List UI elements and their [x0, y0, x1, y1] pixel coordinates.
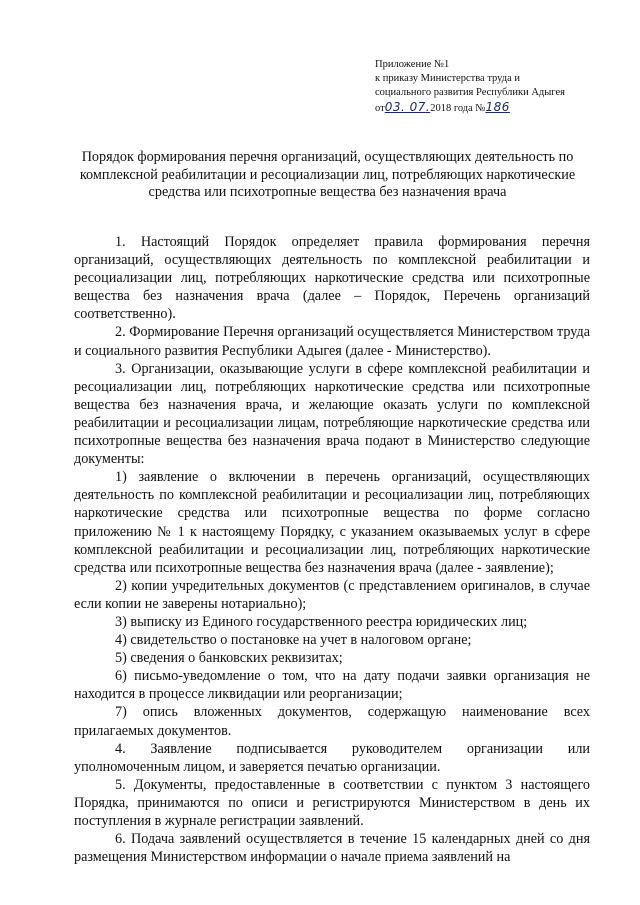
paragraph: 5) сведения о банковских реквизитах;: [115, 650, 343, 667]
paragraph: 1. Настоящий Порядок определяет правила формирования перечня организаций, осуществляющих деятельность по комплексной реабилитации и ресоциализации лиц, потребляющих наркотические средства или психотропные вещества без назначения врача (далее – Порядок, Перечень организаций соответственно).: [74, 234, 590, 323]
paragraph: 5. Документы, предоставленные в соответствии с пунктом 3 настоящего Порядка, принимаются по описи и регистрируются Министерством в день их поступления в журнале регистрации заявлений.: [74, 776, 590, 829]
paragraph: 2) копии учредительных документов (с представлением оригиналов, в случае если копии не заверены нотариально);: [74, 577, 590, 612]
document-body: [74, 233, 590, 866]
paragraph: 7) опись вложенных документов, содержащую наименование всех прилагаемых документов.: [74, 704, 590, 739]
paragraph: 2. Формирование Перечня организаций осуществляется Министерством труда и социального развития Республики Адыгея (далее - Министерство).: [74, 324, 590, 359]
paragraph: 6) письмо-уведомление о том, что на дату подачи заявки организация не находится в процессе ликвидации или реорганизации;: [74, 668, 590, 703]
document-title: Порядок формирования перечня организаций, осуществляющих деятельность по комплексной реабилитации и ресоциализации лиц, потребляющих наркотические средства или психотропные вещества без назначения врача: [79, 149, 576, 201]
handwritten-number: 186: [485, 100, 510, 114]
paragraph: 4. Заявление подписывается руководителем организации или уполномоченным лицом, и заверяется печатью организации.: [74, 740, 590, 775]
appendix-header: [375, 58, 615, 116]
appendix-number: Приложение №1: [375, 59, 450, 70]
date-prefix: от: [375, 103, 385, 114]
paragraph: 1) заявление о включении в перечень организаций, осуществляющих деятельность по комплексной реабилитации и ресоциализации лиц, потребляющих наркотические средства или психотропные вещества по форме согласно приложению № 1 к настоящему Порядку, с указанием оказываемых услуг в сфере комплексной реабилитации и ресоциализации лиц, потребляющих наркотические средства или психотропные вещества без назначения врача (далее - заявление);: [74, 469, 590, 576]
paragraph: 3) выписку из Единого государственного реестра юридических лиц;: [115, 613, 528, 630]
paragraph: 3. Организации, оказывающие услуги в сфере комплексной реабилитации и ресоциализации лиц, потребляющих наркотические средства или психотропные вещества без назначения врача, и желающие оказать услуги по комплексной реабилитации и ресоциализации лицам, потребляющие наркотические средства или психотропные вещества без назначения врача подают в Министерство следующие документы:: [74, 360, 590, 468]
appendix-order-ref: к приказу Министерства труда и: [375, 73, 520, 84]
appendix-ministry: социального развития Республики Адыгея: [375, 87, 565, 98]
appendix-date-line: [375, 100, 615, 116]
paragraph: 6. Подача заявлений осуществляется в течение 15 календарных дней со дня размещения Министерством информации о начале приема заявлений на: [74, 831, 590, 866]
paragraph: 4) свидетельство о постановке на учет в налоговом органе;: [115, 632, 472, 649]
date-suffix: 2018 года №: [430, 103, 486, 114]
handwritten-date: 03. 07.: [384, 100, 431, 114]
